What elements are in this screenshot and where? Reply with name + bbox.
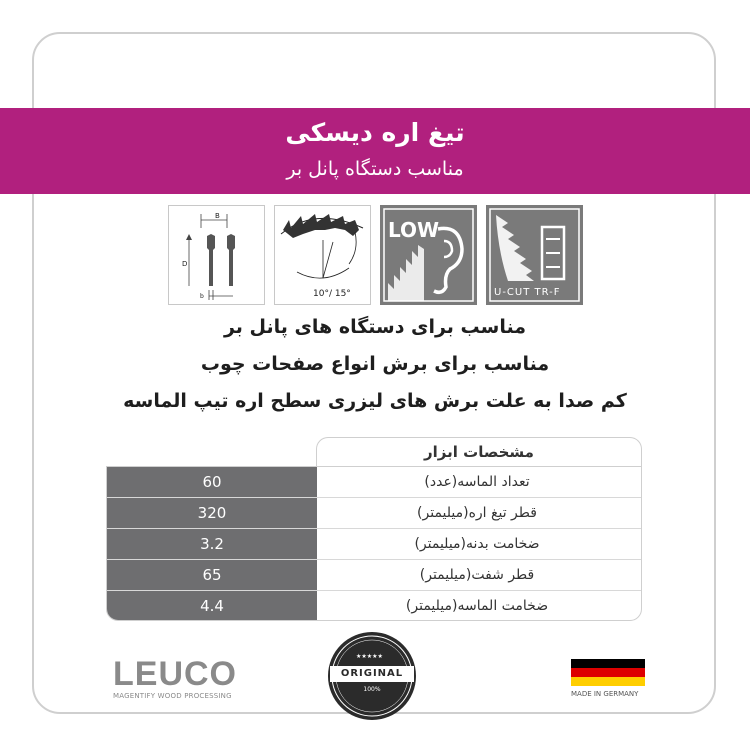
spec-label: ضخامت الماسه(میلیمتر) xyxy=(405,598,549,614)
spec-label: قطر شفت(میلیمتر) xyxy=(419,567,535,583)
original-seal-icon xyxy=(326,630,418,722)
b-label: B xyxy=(215,212,220,220)
title-banner xyxy=(0,108,750,194)
spec-value: 65 xyxy=(107,560,317,590)
ucut-label: U-CUT TR-F xyxy=(494,287,561,298)
table-row xyxy=(107,529,642,560)
blade-dimension-diagram-icon xyxy=(168,205,265,305)
low-noise-icon xyxy=(380,205,477,305)
spec-value: 3.2 xyxy=(107,529,317,559)
spec-value: 60 xyxy=(107,467,317,497)
brand-logo xyxy=(113,655,237,700)
tooth-angle-diagram-icon xyxy=(274,205,371,305)
tooth-angle-label: 10°/ 15° xyxy=(313,289,351,299)
seal-label: ORIGINAL xyxy=(330,666,414,682)
table-row xyxy=(107,498,642,529)
feature-line: کم صدا به علت برش های لیزری سطح اره تیپ الماسه xyxy=(123,390,627,412)
germany-flag-icon xyxy=(571,659,645,698)
svg-text:★★★★★: ★★★★★ xyxy=(356,653,383,660)
spec-label: تعداد الماسه(عدد) xyxy=(424,474,530,490)
specs-header: مشخصات ابزار xyxy=(316,437,642,467)
ucut-tooth-icon xyxy=(486,205,583,305)
small-b-label: b xyxy=(200,293,204,300)
seal-percent: 100% xyxy=(363,686,381,693)
spec-value: 320 xyxy=(107,498,317,528)
table-row xyxy=(107,560,642,591)
table-row xyxy=(107,591,642,621)
brand-tagline: MAGENTIFY WOOD PROCESSING xyxy=(113,692,232,700)
table-row xyxy=(107,467,642,498)
feature-line: مناسب برای دستگاه های پانل بر xyxy=(223,316,527,338)
d-label: D xyxy=(182,260,188,268)
spec-label: قطر تیغ اره(میلیمتر) xyxy=(417,505,537,521)
spec-label: ضخامت بدنه(میلیمتر) xyxy=(414,536,540,552)
product-subtitle: مناسب دستگاه پانل بر xyxy=(286,158,464,180)
brand-name: LEUCO xyxy=(113,655,237,693)
low-label: LOW xyxy=(388,218,440,242)
feature-icons xyxy=(168,205,583,305)
specs-table xyxy=(106,466,642,621)
spec-value: 4.4 xyxy=(107,591,317,621)
feature-line: مناسب برای برش انواع صفحات چوب xyxy=(200,353,550,375)
made-in-label: MADE IN GERMANY xyxy=(571,690,639,698)
product-title: تیغ اره دیسکی xyxy=(285,118,465,147)
